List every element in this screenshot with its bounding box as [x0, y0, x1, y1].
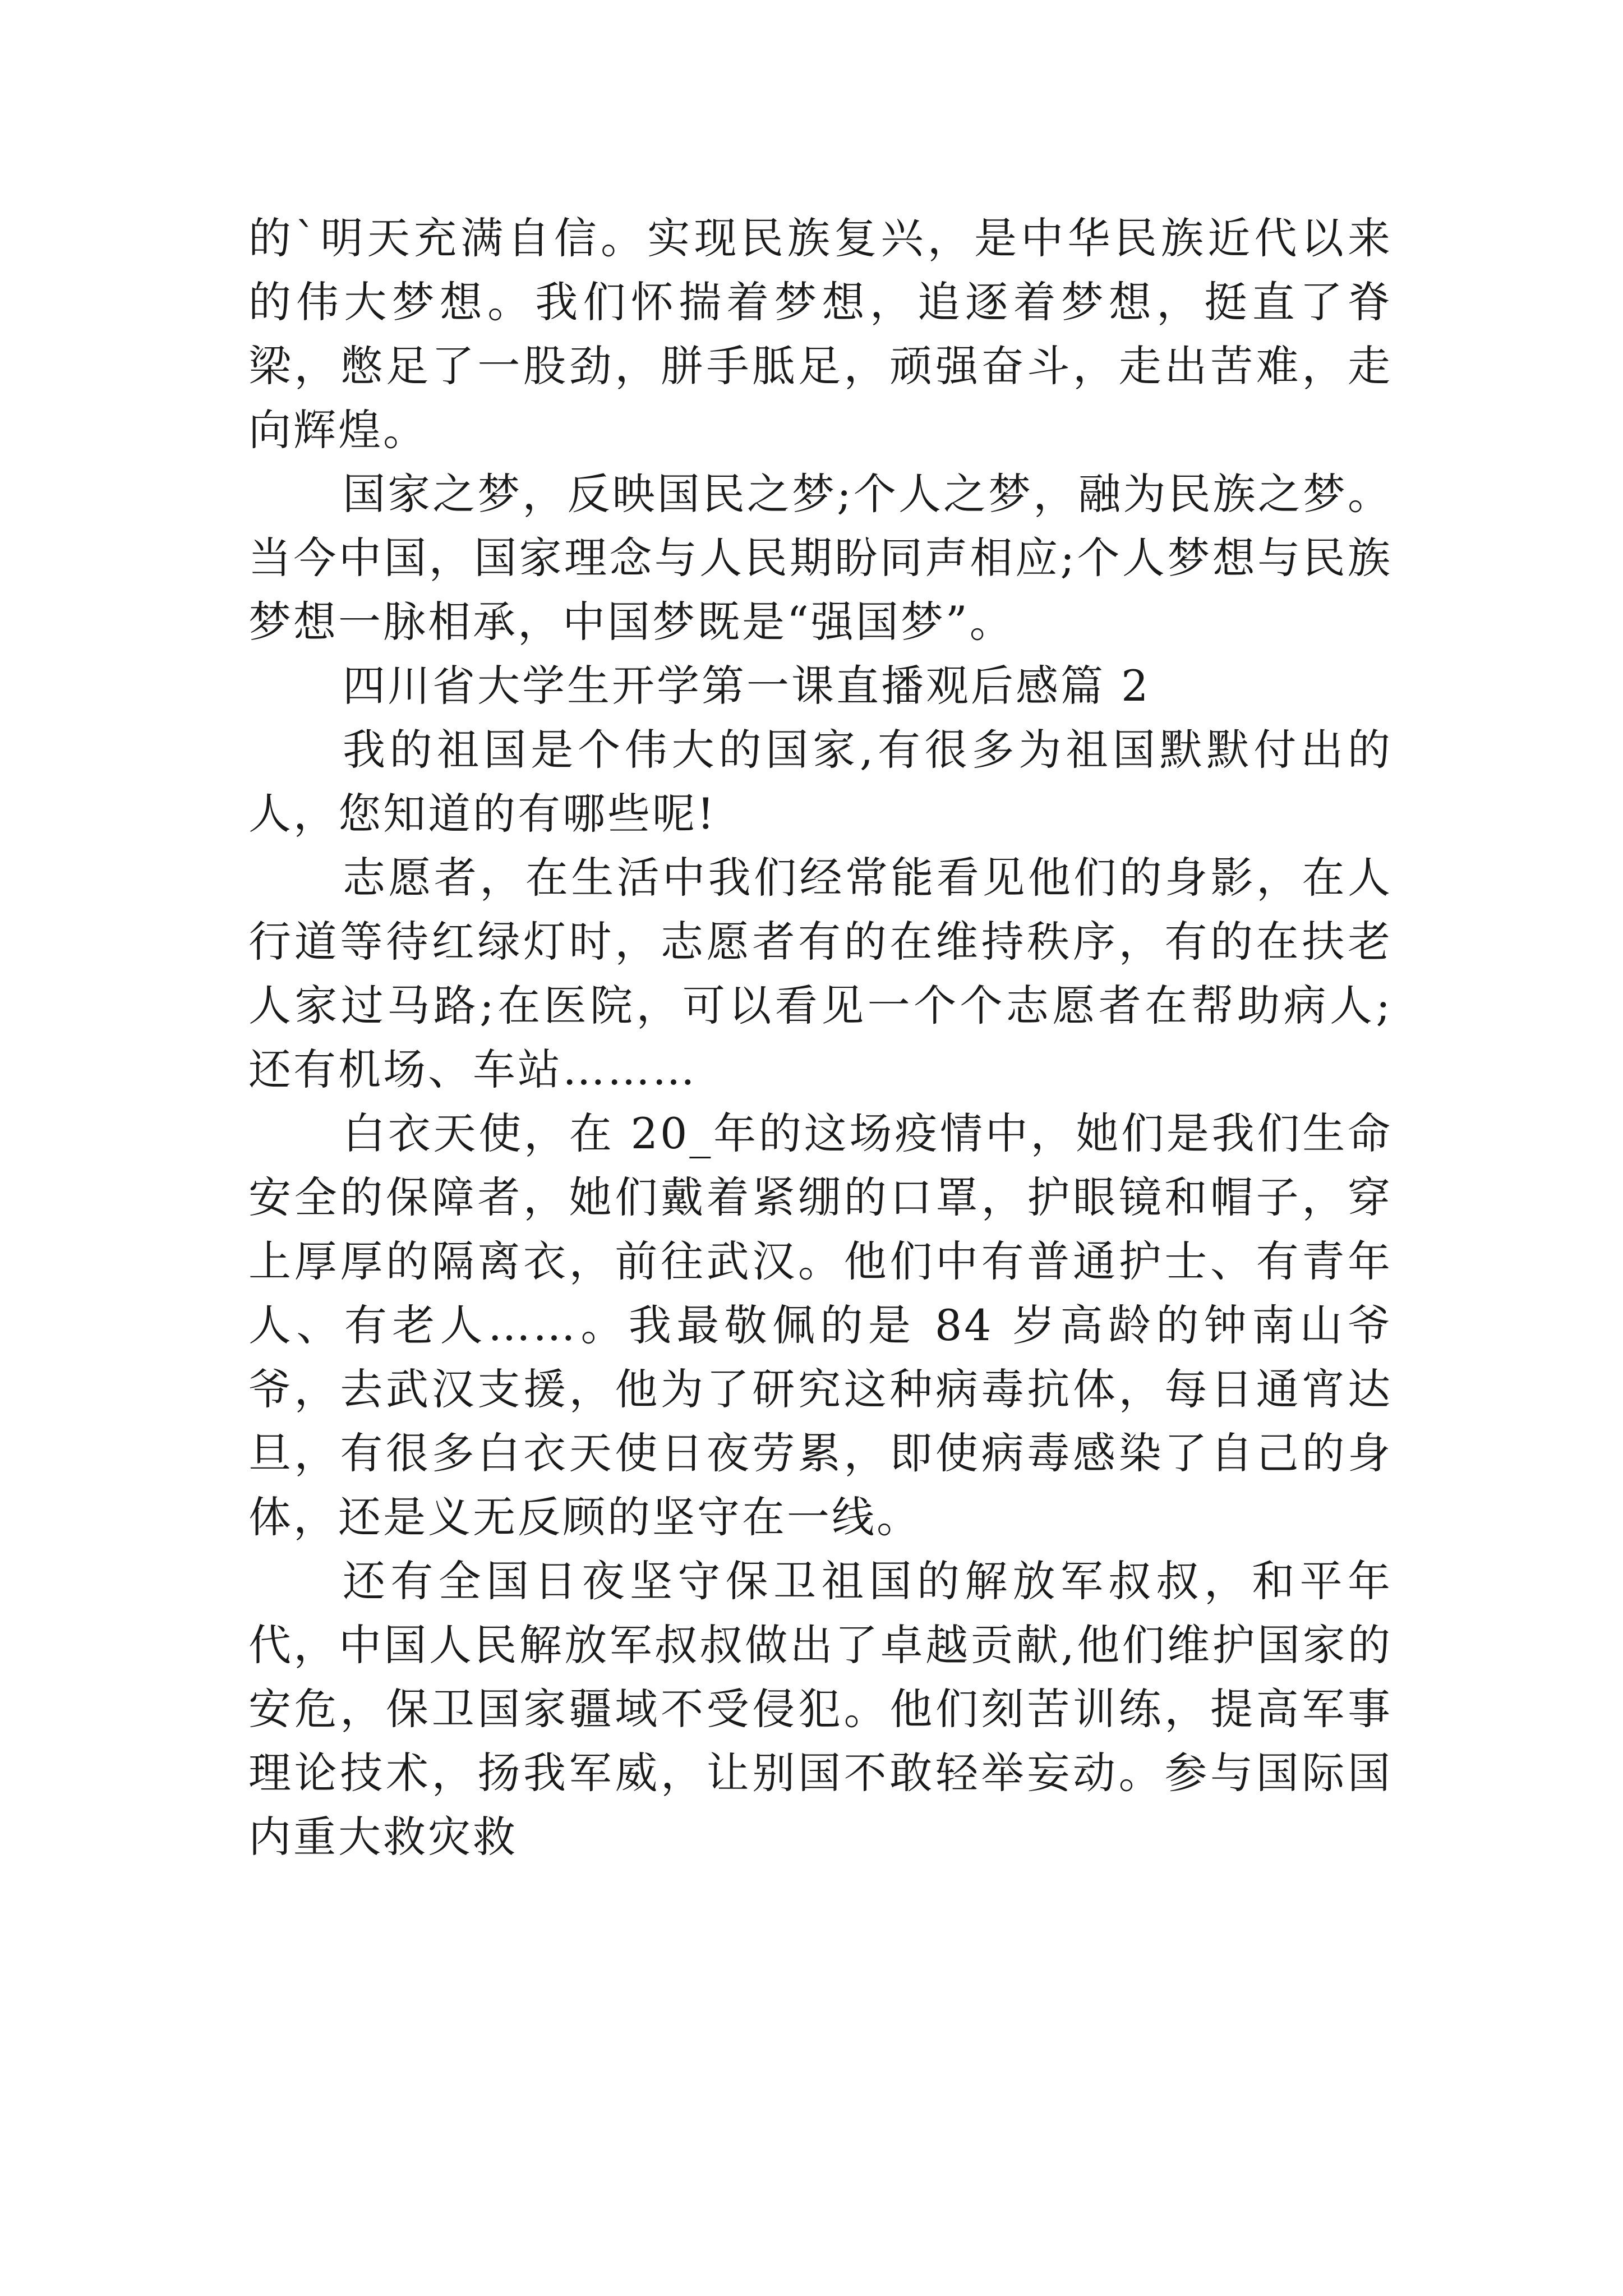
paragraph-1: 的`明天充满自信。实现民族复兴，是中华民族近代以来的伟大梦想。我们怀揣着梦想，追逐着梦想，挺直了脊梁，憋足了一股劲，胼手胝足，顽强奋斗，走出苦难，走向辉煌。 [248, 213, 1393, 455]
section-heading: 四川省大学生开学第一课直播观后感篇 2 [343, 661, 1151, 711]
paragraph-4: 志愿者，在生活中我们经常能看见他们的身影，在人行道等待红绿灯时，志愿者有的在维持秩序，有的在扶老人家过马路;在医院，可以看见一个个志愿者在帮助病人;还有机场、车站……… [248, 853, 1393, 1094]
paragraph-6: 还有全国日夜坚守保卫祖国的解放军叔叔，和平年代，中国人民解放军叔叔做出了卓越贡献,他们维护国家的安危，保卫国家疆域不受侵犯。他们刻苦训练，提高军事理论技术，扬我军威，让别国不敢轻举妄动。参与国际国内重大救灾救 [248, 1556, 1393, 1862]
paragraph-2: 国家之梦，反映国民之梦;个人之梦，融为民族之梦。当今中国，国家理念与人民期盼同声相应;个人梦想与民族梦想一脉相承，中国梦既是“强国梦”。 [248, 469, 1393, 647]
paragraph-3: 我的祖国是个伟大的国家,有很多为祖国默默付出的人，您知道的有哪些呢! [248, 725, 1393, 839]
document-body [248, 206, 1393, 1869]
paragraph-5: 白衣天使，在 20_年的这场疫情中，她们是我们生命安全的保障者，她们戴着紧绷的口罩，护眼镜和帽子，穿上厚厚的隔离衣，前往武汉。他们中有普通护士、有青年人、有老人……。我最敬佩的是 84 岁高龄的钟南山爷爷，去武汉支援，他为了研究这种病毒抗体，每日通宵达旦，有很多白衣天使日夜劳累，即使病毒感染了自己的身体，还是义无反顾的坚守在一线。 [248, 1108, 1393, 1542]
